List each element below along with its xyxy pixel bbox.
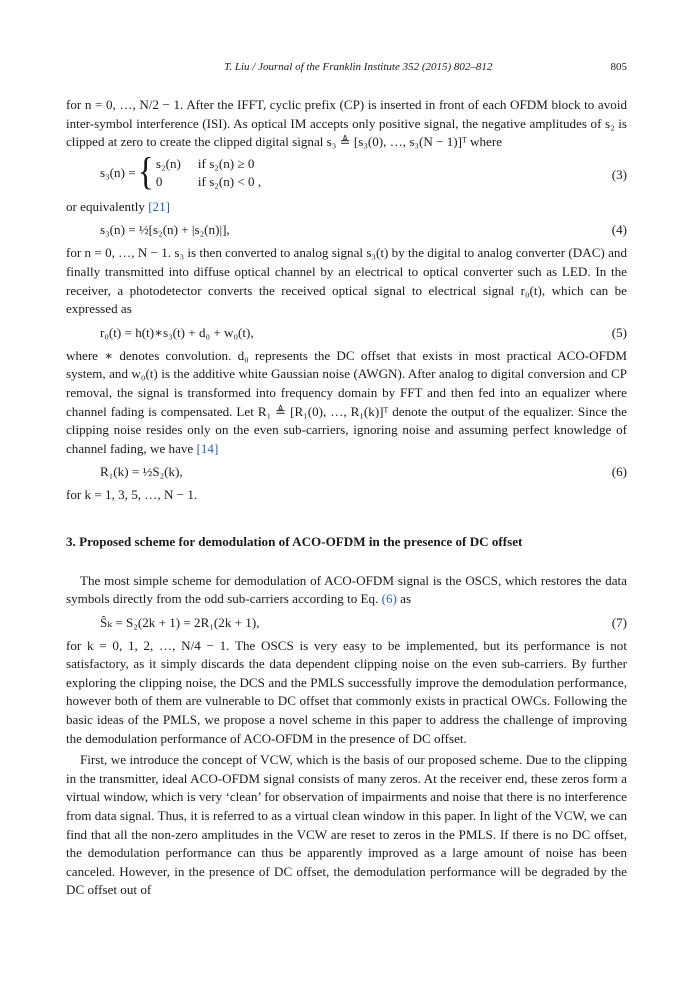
paragraph-equivalently-text: or equivalently [66, 198, 149, 214]
equation-3-number: (3) [611, 166, 627, 182]
page-number: 805 [610, 61, 627, 73]
equation-3-case1-value: s₂(n) [155, 155, 181, 171]
paragraph-oscs-tail: as [396, 591, 412, 607]
paragraph-vcw: First, we introduce the concept of VCW, which is the basis of our proposed scheme. Due to the clipping in the transmitter, ideal ACO-OFDM signal consists of many zeros. At the receiver end, these zeros form a virtual window, which is very ‘clean’ for observation of impairments and noise that there is no interference from data signal. Thus, it is referred to as a virtual clean window in this paper. In light of the VCW, we can find that all the non-zero amplitudes in the VCW are reset to zeros in the PMLS. If there is no DC offset, the demodulation performance can thus be apparently improved as a large amount of noise has been canceled. However, in the presence of DC offset, the demodulation performance will be degraded by the DC offset out of [66, 752, 627, 898]
equation-3-case2-condition: if s₂(n) < 0 , [197, 173, 262, 189]
equation-5 [66, 322, 627, 344]
equation-4-number: (4) [611, 222, 627, 238]
section-heading: 3. Proposed scheme for demodulation of ACO-OFDM in the presence of DC offset [66, 533, 523, 549]
equation-4-body: s₃(n) = ½[s₂(n) + |s₂(n)|], [100, 222, 230, 238]
equation-6 [66, 461, 627, 483]
equation-3-body [100, 150, 262, 194]
equation-3-cases [156, 155, 261, 191]
equation-3 [66, 150, 627, 195]
paragraph-clipping: for n = 0, …, N/2 − 1. After the IFFT, cyclic prefix (CP) is inserted in front of each OFDM block to avoid inter-symbol interference (ISI). As optical IM accepts only positive signal, the negative amplitudes of s₂ is clipped at zero to create the clipped digital signal s₃ ≜ [s₃(0), …, s₃(N − 1)]ᵀ where [66, 97, 627, 150]
citation-link-14[interactable]: [14] [196, 440, 219, 456]
running-header [66, 60, 627, 74]
journal-citation: T. Liu / Journal of the Franklin Institute 352 (2015) 802–812 [224, 61, 493, 73]
paragraph-oscs [66, 572, 627, 609]
equation-6-number: (6) [611, 464, 627, 480]
equation-4 [66, 219, 627, 241]
equation-6-body: R₁(k) = ½S₂(k), [100, 464, 183, 480]
equation-link-6[interactable]: (6) [381, 591, 397, 607]
equation-5-body: r₀(t) = h(t)∗s₃(t) + d₀ + w₀(t), [100, 324, 254, 340]
paragraph-k-range: for k = 1, 3, 5, …, N − 1. [66, 487, 198, 503]
paper-page [66, 60, 627, 900]
paragraph-equivalently [66, 198, 627, 217]
citation-link-21[interactable]: [21] [148, 198, 171, 214]
equation-7-body: Ŝₖ = S₂(2k + 1) = 2R₁(2k + 1), [100, 614, 260, 630]
equation-3-lhs: s₃(n) = [100, 164, 136, 180]
equation-3-case1-condition: if s₂(n) ≥ 0 [197, 155, 255, 171]
paragraph-dac: for n = 0, …, N − 1. s₃ is then converted to analog signal s₃(t) by the digital to analog converter (DAC) and finally transmitted into diffuse optical channel by an electrical to optical converter such as LED. In the receiver, a photodetector converts the received optical signal to electrical signal r₀(t), which can be expressed as [66, 245, 627, 317]
equation-7-number: (7) [611, 614, 627, 630]
paragraph-convolution-text: where ∗ denotes convolution. d₀ represents the DC offset that exists in most practical ACO-OFDM system, and w₀(t) is the additive white Gaussian noise (AWGN). After analog to digital conversion and CP removal, the signal is transformed into frequency domain by FFT and then fed into an equalizer where channel fading is compensated. Let R₁ ≜ [R₁(0), …, R₁(k)]ᵀ denote the output of the equalizer. Since the clipping noise resides only on the even sub-carriers, ignoring noise and assuming perfect knowledge of channel fading, we have [66, 347, 627, 456]
equation-5-number: (5) [611, 324, 627, 340]
equation-3-brace: { [137, 150, 154, 194]
paragraph-oscs-text: The most simple scheme for demodulation of ACO-OFDM signal is the OSCS, which restores the data symbols directly from the odd sub-carriers according to Eq. [66, 572, 627, 607]
paragraph-convolution [66, 347, 627, 459]
equation-7 [66, 612, 627, 634]
equation-3-case2-value: 0 [155, 173, 163, 189]
paragraph-performance: for k = 0, 1, 2, …, N/4 − 1. The OSCS is very easy to be implemented, but its performance is not satisfactory, as it simply discards the data dependent clipping noise on the even sub-carriers. By further exploring the clipping noise, the DCS and the PMLS successfully improve the demodulation performance, however both of them are vulnerable to DC offset that commonly exists in practical OWCs. Following the basic ideas of the PMLS, we propose a novel scheme in this paper to address the challenge of improving the demodulation performance of ACO-OFDM in the presence of DC offset. [66, 637, 627, 746]
